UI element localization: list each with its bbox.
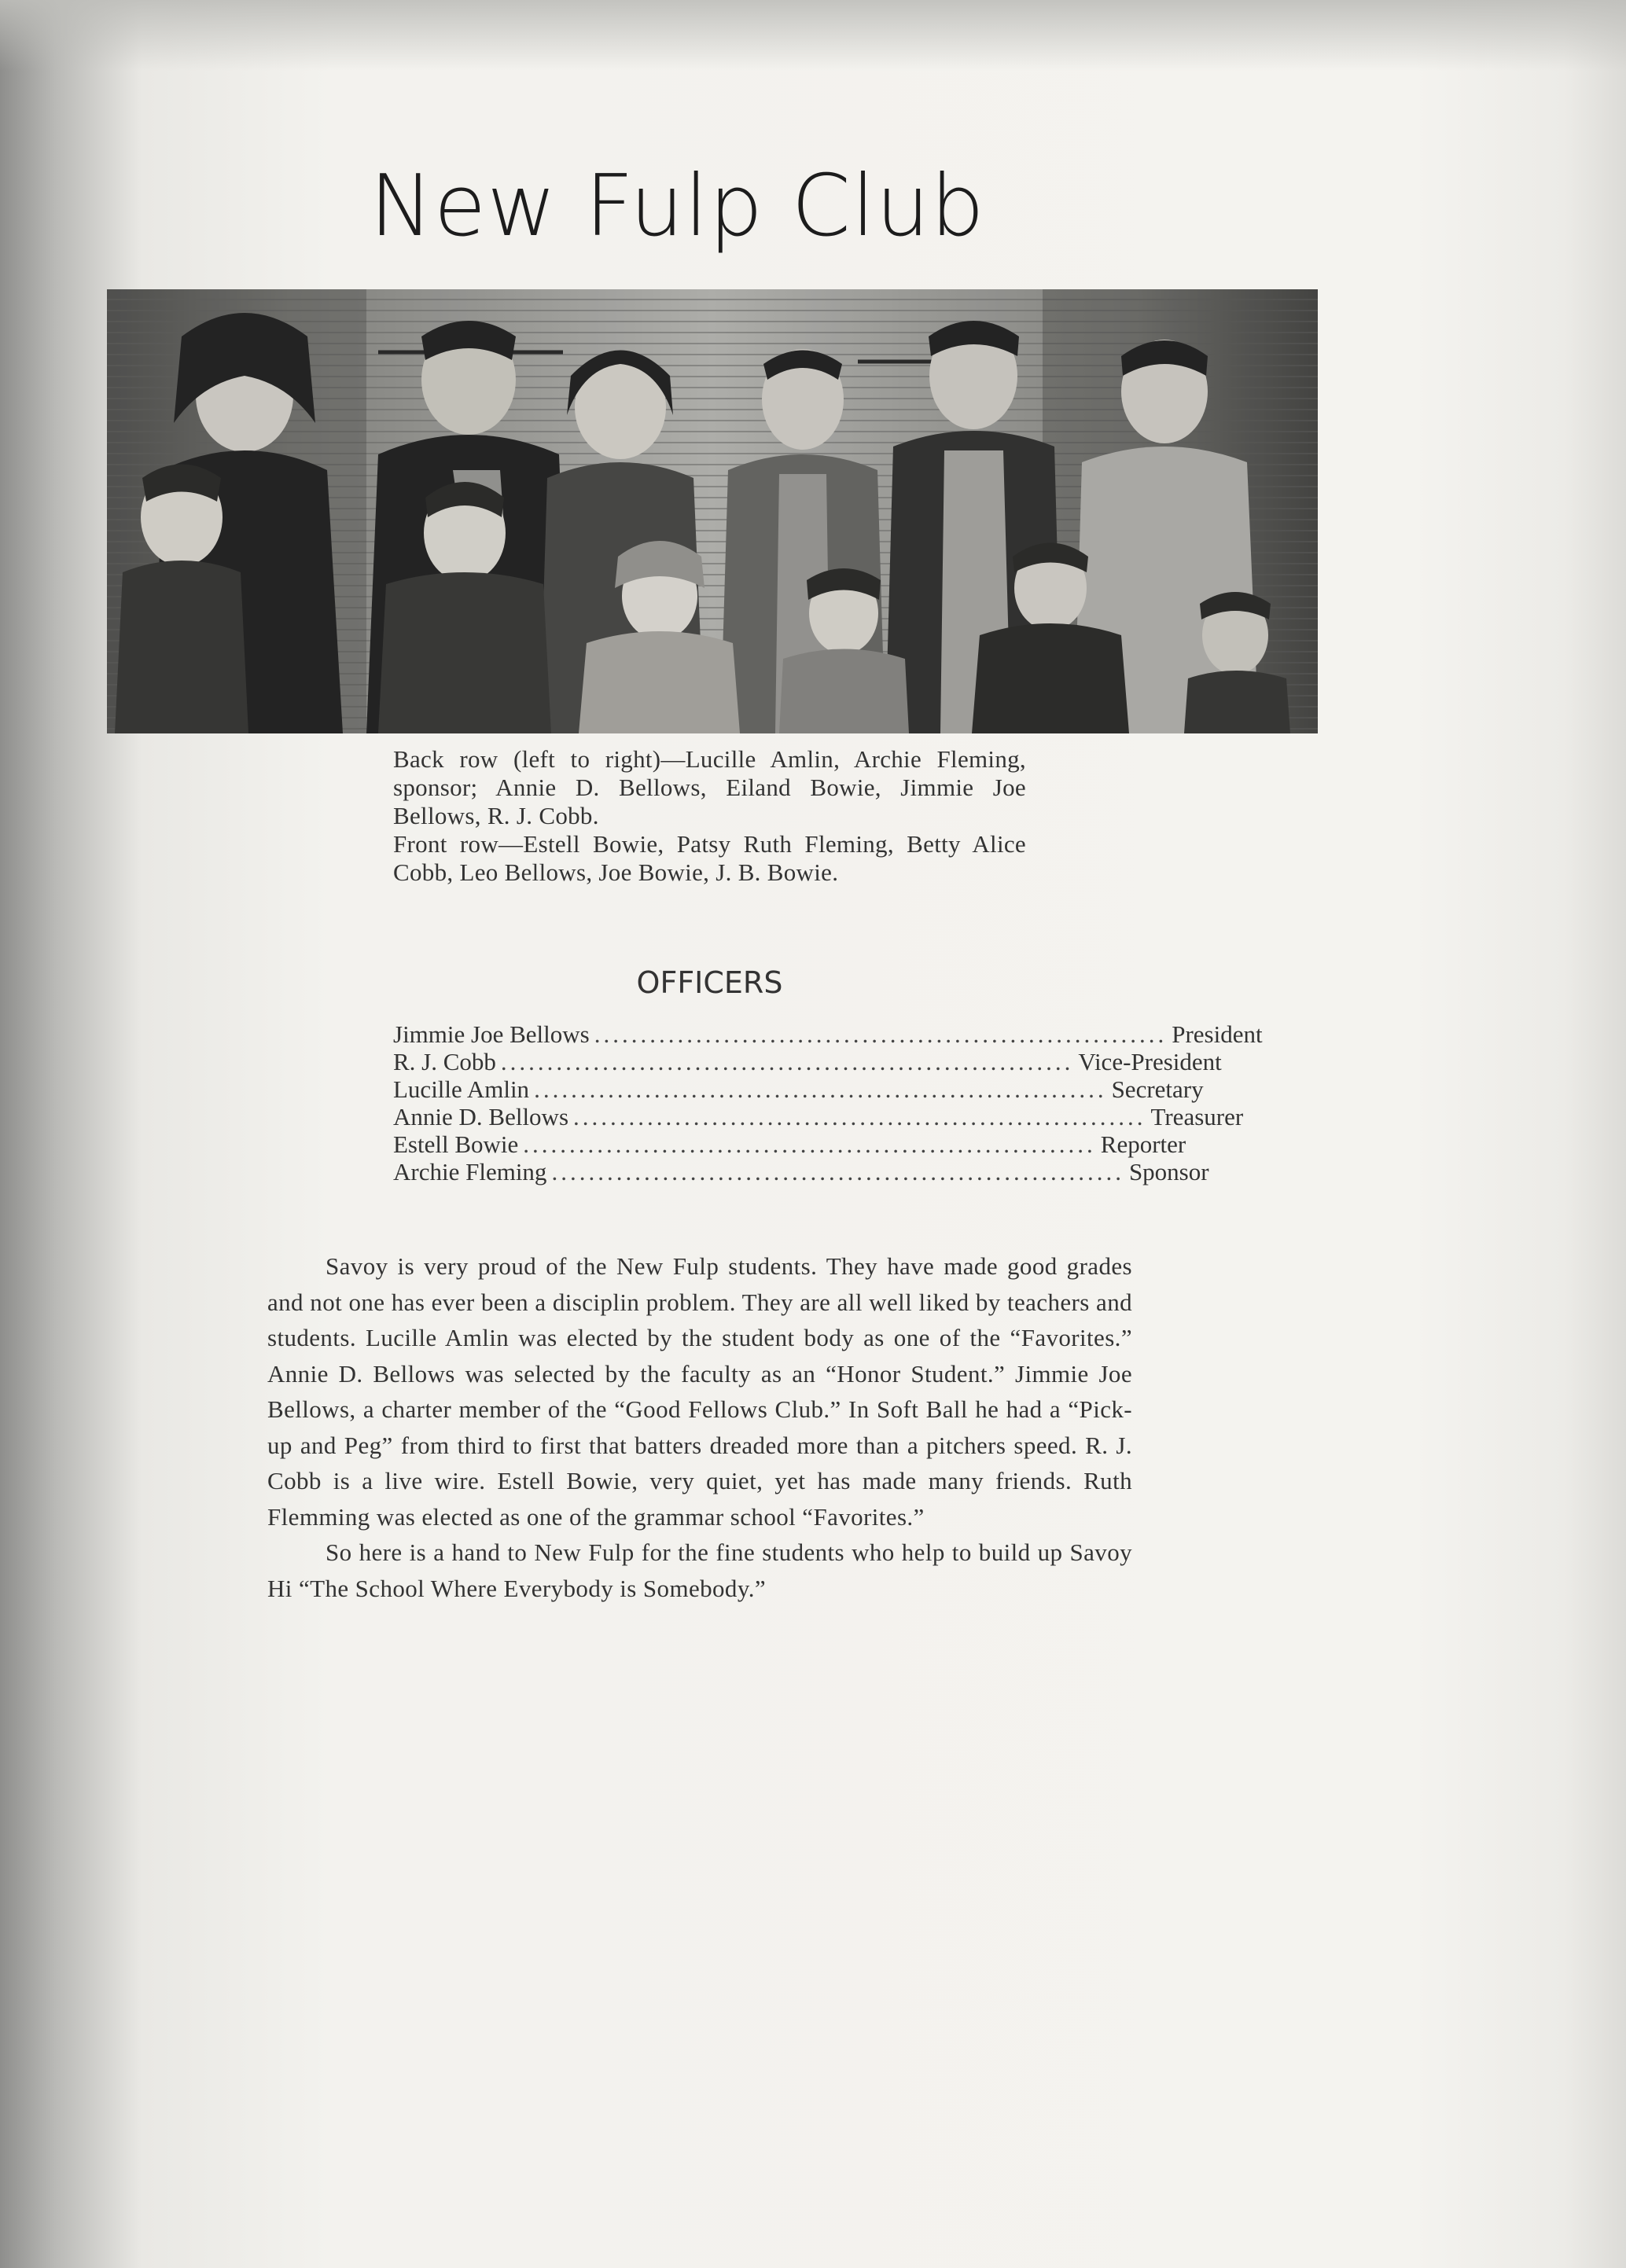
officer-name: Estell Bowie <box>393 1130 519 1158</box>
officer-row <box>393 1075 1204 1103</box>
leader-dots: .............................................................. <box>551 1158 1124 1185</box>
officer-row <box>393 1103 1244 1130</box>
officer-role: Vice-President <box>1078 1048 1222 1075</box>
leader-dots: .............................................................. <box>594 1020 1168 1048</box>
officer-role: Secretary <box>1111 1075 1204 1103</box>
officer-row <box>393 1158 1209 1185</box>
officer-role: Reporter <box>1100 1130 1186 1158</box>
officer-row <box>393 1020 1263 1048</box>
group-photo <box>107 289 1318 733</box>
officer-name: Lucille Amlin <box>393 1075 530 1103</box>
photo-caption <box>393 745 1026 887</box>
body-paragraph: So here is a hand to New Fulp for the fine students who help to build up Savoy Hi “The School Where Everybody is Somebody.” <box>267 1538 1132 1602</box>
officer-name: Archie Fleming <box>393 1158 547 1185</box>
leader-dots: .............................................................. <box>573 1103 1146 1130</box>
officer-name: Jimmie Joe Bellows <box>393 1020 590 1048</box>
leader-dots: .............................................................. <box>500 1048 1074 1075</box>
caption-back-row: Back row (left to right)—Lucille Amlin, Archie Fleming, sponsor; Annie D. Bellows, Eiland Bowie, Jimmie Joe Bellows, R. J. Cobb. <box>393 745 1026 829</box>
officers-heading: OFFICERS <box>636 965 783 1000</box>
officer-row <box>393 1130 1186 1158</box>
caption-front-row: Front row—Estell Bowie, Patsy Ruth Fleming, Betty Alice Cobb, Leo Bellows, Joe Bowie, J. B. Bowie. <box>393 830 1026 886</box>
officer-row <box>393 1048 1222 1075</box>
article-body <box>267 1248 1132 1606</box>
leader-dots: .............................................................. <box>534 1075 1107 1103</box>
officer-name: R. J. Cobb <box>393 1048 496 1075</box>
officer-role: Treasurer <box>1150 1103 1244 1130</box>
leader-dots: .............................................................. <box>523 1130 1096 1158</box>
page-title: New Fulp Club <box>370 157 985 255</box>
body-paragraph: Savoy is very proud of the New Fulp students. They have made good grades and not one has ever been a disciplin problem. They are all well liked by teachers and students. Lucille Amlin was elected by the student body as one of the “Favorites.” Annie D. Bellows was selected by the faculty as an “Honor Student.” Jimmie Joe Bellows, a charter member of the “Good Fellows Club.” In Soft Ball he had a “Pick-up and Peg” from third to first that batters dreaded more than a pitchers speed. R. J. Cobb is a live wire. Estell Bowie, very quiet, yet has made many friends. Ruth Flemming was elected as one of the grammar school “Favorites.” <box>267 1252 1132 1531</box>
officers-list <box>393 1020 1263 1185</box>
officer-role: Sponsor <box>1128 1158 1209 1185</box>
officer-role: President <box>1172 1020 1263 1048</box>
officer-name: Annie D. Bellows <box>393 1103 569 1130</box>
